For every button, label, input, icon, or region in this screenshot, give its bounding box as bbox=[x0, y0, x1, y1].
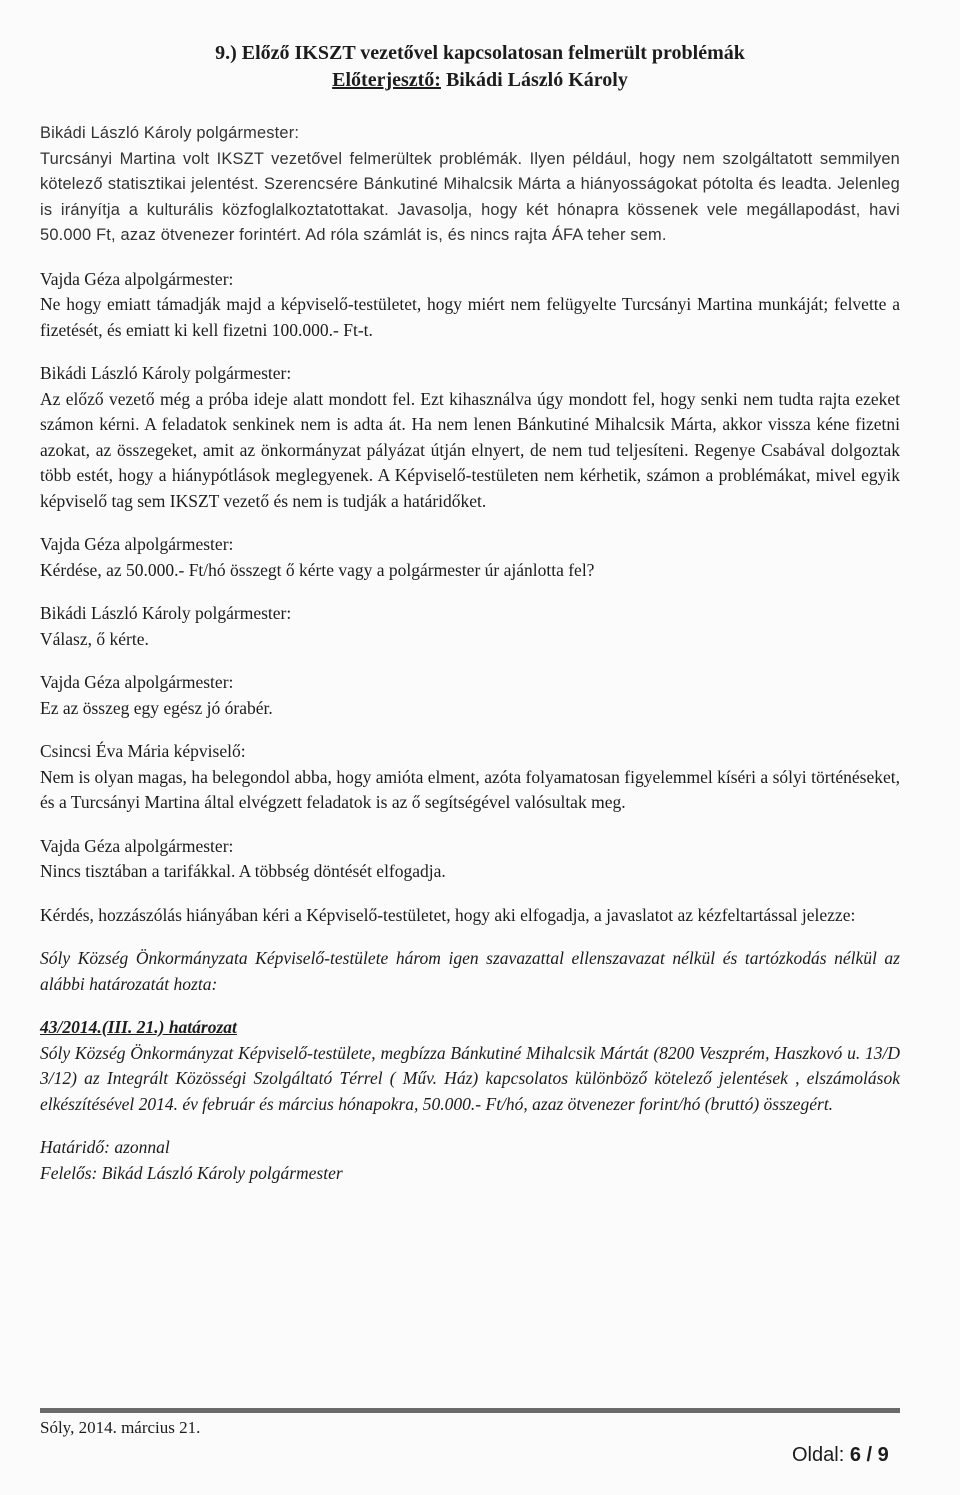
page-label: Oldal: bbox=[792, 1444, 850, 1466]
footer-divider bbox=[40, 1408, 900, 1413]
speech-block-4 bbox=[40, 532, 900, 583]
resolution bbox=[40, 1015, 900, 1117]
speech-text: Ez az összeg egy egész jó órabér. bbox=[40, 697, 273, 718]
deadline: Határidő: azonnal bbox=[40, 1137, 170, 1157]
speaker-name: Bikádi László Károly polgármester: bbox=[40, 363, 292, 383]
speaker-name: Vajda Géza alpolgármester: bbox=[40, 672, 234, 692]
resolution-text: Sóly Község Önkormányzat Képviselő-testülete, megbízza Bánkutiné Mihalcsik Mártát (8200 Veszprém, Haszkovó u. 13/D 3/12) az Integrált Közösségi Szolgáltató Térrel ( Műv. Ház) kapcsolatos különböző kötelező jelentések , elszámolások elkészítésével 2014. év február és március hónapokra, 50.000.- Ft/hó, azaz ötvenezer forint/hó (bruttó) összegért. bbox=[40, 1042, 900, 1114]
presenter-name: Bikádi László Károly bbox=[440, 69, 628, 91]
speech-block-2 bbox=[40, 267, 900, 344]
speech-block-6 bbox=[40, 670, 900, 721]
presenter-line bbox=[0, 66, 960, 94]
speaker-name: Bikádi László Károly polgármester: bbox=[40, 124, 300, 142]
speech-text: Ne hogy emiatt támadják majd a képviselő-testületet, hogy miért nem felügyelte Turcsányi Martina munkáját; felvette a fizetését, és emiatt ki kell fizetni 100.000.- Ft-t. bbox=[40, 294, 900, 340]
speech-block-3 bbox=[40, 361, 900, 514]
speaker-name: Vajda Géza alpolgármester: bbox=[40, 835, 234, 856]
speech-block-1 bbox=[40, 121, 900, 249]
resolution-title: 43/2014.(III. 21.) határozat bbox=[40, 1017, 237, 1037]
agenda-item-title: 9.) Előző IKSZT vezetővel kapcsolatosan felmerült problémák bbox=[215, 42, 745, 64]
presenter-label: Előterjesztő: bbox=[332, 69, 441, 91]
speech-text: Nem is olyan magas, ha belegondol abba, hogy amióta elment, azóta folyamatosan figyelemmel kíséri a sólyi történéseket, és a Turcsányi Martina által elvégzett feladatok is az ő segítségével valósultak meg. bbox=[40, 766, 900, 812]
speaker-name: Bikádi László Károly polgármester: bbox=[40, 603, 292, 623]
vote-result: Sóly Község Önkormányzata Képviselő-testülete három igen szavazattal ellenszavazat nélkül és tartózkodás nélkül az alábbi határozatát hozta: bbox=[40, 948, 900, 994]
speech-block-7 bbox=[40, 739, 900, 816]
vote-request: Kérdés, hozzászólás hiányában kéri a Képviselő-testületet, hogy aki elfogadja, a javaslatot az kézfeltartással jelezze: bbox=[40, 904, 856, 925]
speech-text: Turcsányi Martina volt IKSZT vezetővel felmerültek problémák. Ilyen például, hogy nem szolgáltatott semmilyen kötelező statisztikai jelentést. Szerencsére Bánkutiné Mihalcsik Márta a hiányosságokat pótolta és leadta. Jelenleg is irányítja a kulturális közfoglalkoztatottakat. Javasolja, hogy két hónapra kössenek vele megállapodást, havi 50.000 Ft, azaz ötvenezer forintért. Ad róla számlát is, és nincs rajta ÁFA teher sem. bbox=[40, 149, 900, 244]
speech-block-8 bbox=[40, 834, 900, 885]
speaker-name: Csincsi Éva Mária képviselő: bbox=[40, 741, 246, 761]
page-number bbox=[792, 1444, 889, 1467]
responsible: Felelős: Bikád László Károly polgármester bbox=[40, 1162, 343, 1183]
agenda-header bbox=[0, 40, 960, 94]
speaker-name: Vajda Géza alpolgármester: bbox=[40, 268, 234, 289]
page-count: 6 / 9 bbox=[849, 1444, 889, 1466]
speech-text: Az előző vezető még a próba ideje alatt mondott fel. Ezt kihasználva úgy mondott fel, hogy senki nem tudta rajta ezeket számon kérni. A feladatok senkinek nem is adta át. Ha nem lenen Bánkutiné Mihalcsik Márta, akkor vissza kéne fizetni azokat, az összegeket, amit az önkormányzat pályázat útján elnyert, de nem tud teljesíteni. Regenye Csabával dolgoztak több estét, hogy a hiánypótlások meglegyenek. A Képviselő-testületen nem kérhetik, számon a problémákat, mivel egyik képviselő tag sem IKSZT vezető és nem is tudják a határidőket. bbox=[40, 388, 900, 511]
speech-block-5 bbox=[40, 601, 900, 652]
speech-text: Kérdése, az 50.000.- Ft/hó összegt ő kérte vagy a polgármester úr ajánlotta fel? bbox=[40, 559, 595, 580]
speech-text: Válasz, ő kérte. bbox=[40, 628, 149, 649]
footer-date: Sóly, 2014. március 21. bbox=[40, 1418, 201, 1437]
minutes-body bbox=[40, 121, 900, 1186]
speaker-name: Vajda Géza alpolgármester: bbox=[40, 534, 234, 554]
speech-text: Nincs tisztában a tarifákkal. A többség döntését elfogadja. bbox=[40, 861, 446, 881]
